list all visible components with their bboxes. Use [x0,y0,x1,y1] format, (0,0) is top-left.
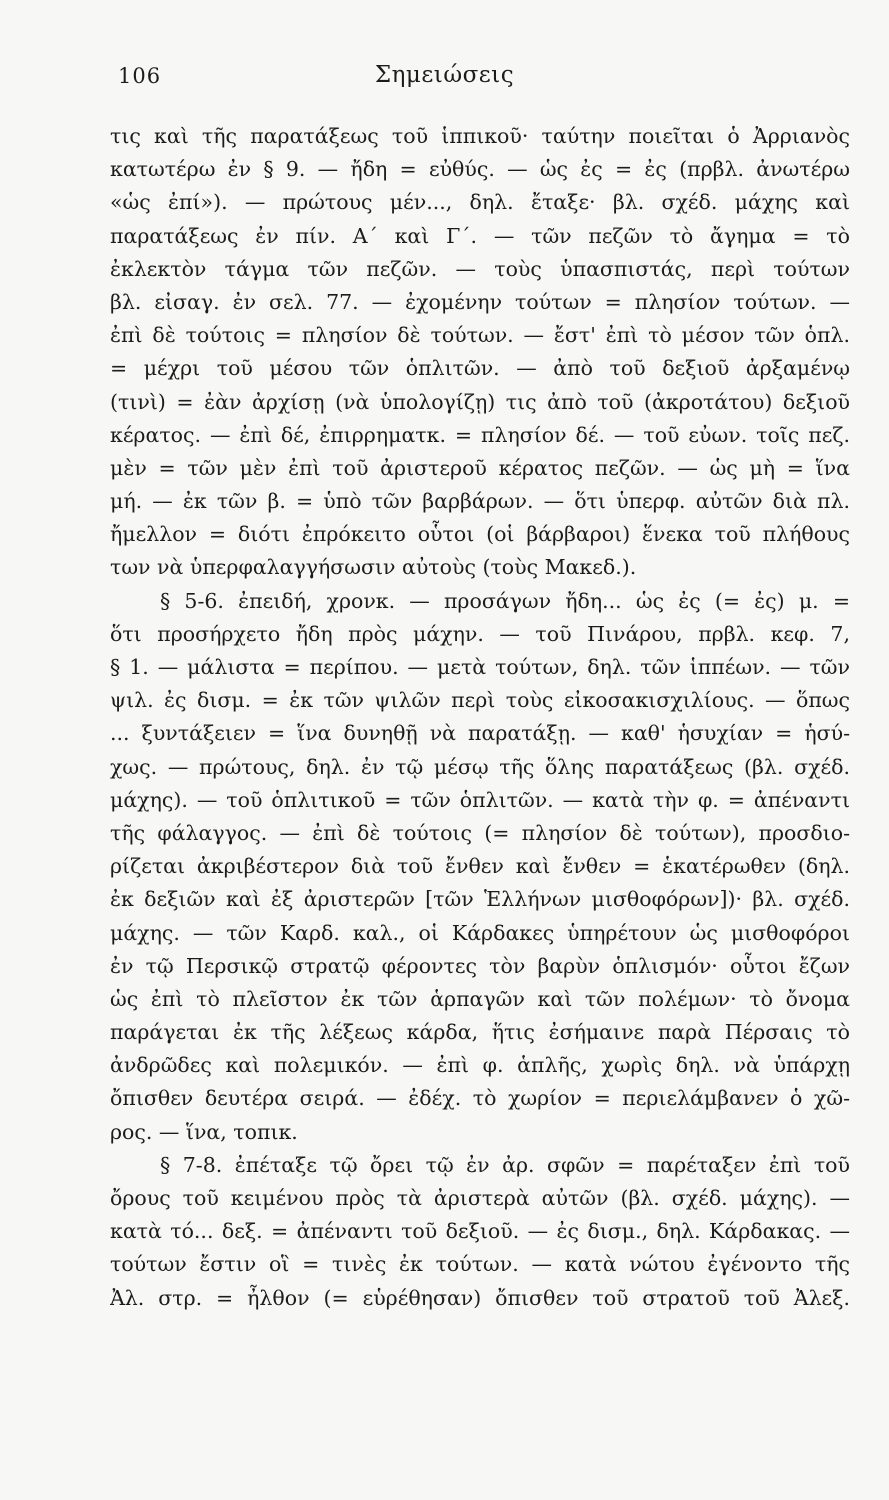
text-line: ὄρους τοῦ κειμένου πρὸς τὰ ἀριστερὰ αὐτῶν (βλ. σχέδ. μάχης). — [110,1186,850,1210]
text-line: κέρατος. — ἐπὶ δέ, ἐπιρρηματκ. = πλησίον δέ. — τοῦ εὐων. τοῖς πεζ. [110,422,850,447]
text-line: § 1. — μάλιστα = περίπου. — μετὰ τούτων, δηλ. τῶν ἱππέων. — τῶν [110,655,850,679]
text-line: ὄπισθεν δευτέρα σειρά. — ἐδέχ. τὸ χωρίον = περιελάμβανεν ὁ χῶ- [110,1086,850,1111]
text-line: ἐπὶ δὲ τούτοις = πλησίον δὲ τούτων. — ἔστ' ἐπὶ τὸ μέσον τῶν ὁπλ. [110,323,850,348]
text-line: μὲν = τῶν μὲν ἐπὶ τοῦ ἀριστεροῦ κέρατος πεζῶν. — ὡς μὴ = ἵνα [110,455,850,480]
text-line: § 5-6. ἐπειδή, χρονκ. — προσάγων ἤδη... ὡς ἐς (= ἐς) μ. = [160,588,850,613]
text-line: (τινὶ) = ἐὰν ἀρχίσῃ (νὰ ὑπολογίζῃ) τις ἀπὸ τοῦ (ἀκροτάτου) δεξιοῦ [110,389,850,414]
text-line: ἐκ δεξιῶν καὶ ἐξ ἀριστερῶν [τῶν Ἑλλήνων μισθοφόρων])· βλ. σχέδ. [110,887,850,912]
text-line: ρος. — ἵνα, τοπικ. [110,1119,298,1144]
notes-body [110,120,850,1315]
text-line: κατὰ τό... δεξ. = ἀπέναντι τοῦ δεξιοῦ. — ἐς δισμ., δηλ. Κάρδακας. — [110,1219,850,1244]
text-line: § 7-8. ἐπέταξε τῷ ὄρει τῷ ἐν ἀρ. σφῶν = παρέταξεν ἐπὶ τοῦ [160,1152,850,1177]
text-line: μή. — ἐκ τῶν β. = ὑπὸ τῶν βαρβάρων. — ὅτι ὑπερφ. αὐτῶν διὰ πλ. [110,489,850,514]
text-line: «ὡς ἐπί»). — πρώτους μέν..., δηλ. ἔταξε· βλ. σχέδ. μάχης καὶ [110,190,850,215]
text-line: = μέχρι τοῦ μέσου τῶν ὁπλιτῶν. — ἀπὸ τοῦ δεξιοῦ ἀρξαμένῳ [110,356,850,381]
text-line: ὅτι προσήρχετο ἤδη πρὸς μάχην. — τοῦ Πινάρου, πρβλ. κεφ. 7, [110,621,850,646]
text-line: παρατάξεως ἐν πίν. Α΄ καὶ Γ΄. — τῶν πεζῶν τὸ ἄγημα = τὸ [110,223,850,248]
text-line: ρίζεται ἀκριβέστερον διὰ τοῦ ἔνθεν καὶ ἔνθεν = ἑκατέρωθεν (δηλ. [110,854,850,879]
page-number: 106 [118,64,162,88]
text-line: μάχης. — τῶν Καρδ. καλ., οἱ Κάρδακες ὑπηρέτουν ὡς μισθοφόροι [110,920,850,945]
text-line: ἀνδρῶδες καὶ πολεμικόν. — ἐπὶ φ. ἁπλῆς, χωρὶς δηλ. νὰ ὑπάρχῃ [110,1053,850,1078]
text-line: μάχης). — τοῦ ὁπλιτικοῦ = τῶν ὁπλιτῶν. — κατὰ τὴν φ. = ἀπέναντι [110,787,850,812]
text-line: ἤμελλον = διότι ἐπρόκειτο οὗτοι (οἱ βάρβαροι) ἕνεκα τοῦ πλήθους [110,522,850,547]
text-line: κατωτέρω ἐν § 9. — ἤδη = εὐθύς. — ὡς ἐς = ἐς (πρβλ. ἀνωτέρω [110,157,850,182]
text-line: ἐκλεκτὸν τάγμα τῶν πεζῶν. — τοὺς ὑπασπιστάς, περὶ τούτων [110,256,850,281]
text-line: Ἀλ. στρ. = ἦλθον (= εὑρέθησαν) ὄπισθεν τοῦ στρατοῦ τοῦ Ἀλεξ. [110,1285,850,1310]
text-line: βλ. εἰσαγ. ἐν σελ. 77. — ἐχομένην τούτων = πλησίον τούτων. — [110,289,850,314]
text-line: των νὰ ὑπερφαλαγγήσωσιν αὐτοὺς (τοὺς Μακεδ.). [110,555,637,580]
text-line: ἐν τῷ Περσικῷ στρατῷ φέροντες τὸν βαρὺν ὁπλισμόν· οὗτοι ἔζων [110,953,850,978]
text-line: τούτων ἔστιν οἳ = τινὲς ἐκ τούτων. — κατὰ νώτου ἐγένοντο τῆς [110,1252,850,1277]
text-line: τῆς φάλαγγος. — ἐπὶ δὲ τούτοις (= πλησίον δὲ τούτων), προσδιο- [110,820,850,845]
text-line: παράγεται ἐκ τῆς λέξεως κάρδα, ἥτις ἐσήμαινε παρὰ Πέρσαις τὸ [110,1020,850,1045]
text-line: τις καὶ τῆς παρατάξεως τοῦ ἱππικοῦ· ταύτην ποιεῖται ὁ Ἀρριανὸς [110,124,850,148]
running-title: Σημειώσεις [374,62,515,88]
text-line: ... ξυντάξειεν = ἵνα δυνηθῇ νὰ παρατάξῃ. — καθ' ἡσυχίαν = ἡσύ- [110,721,850,746]
text-line: χως. — πρώτους, δηλ. ἐν τῷ μέσῳ τῆς ὅλης παρατάξεως (βλ. σχέδ. [110,754,850,779]
text-line: ψιλ. ἐς δισμ. = ἐκ τῶν ψιλῶν περὶ τοὺς εἰκοσακισχιλίους. — ὅπως [110,688,850,713]
text-line: ὡς ἐπὶ τὸ πλεῖστον ἐκ τῶν ἁρπαγῶν καὶ τῶν πολέμων· τὸ ὄνομα [110,986,850,1011]
